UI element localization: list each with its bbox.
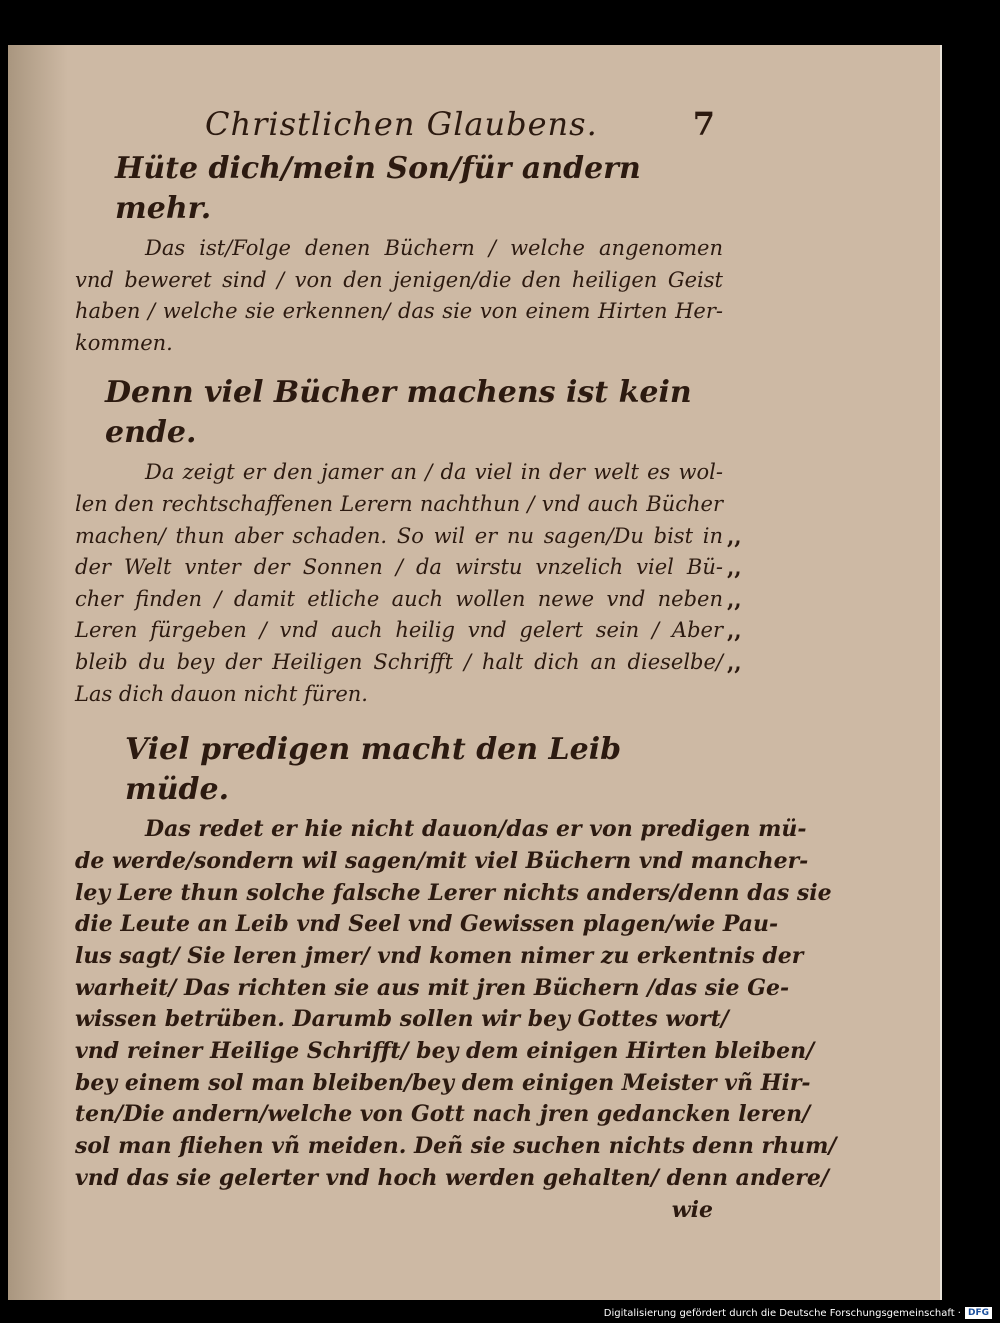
text-line: ten/Die andern/welche von Gott nach jren gedancken leren/ xyxy=(75,1101,811,1128)
text-line: vnd reiner Heilige Schrifft/ bey dem einigen Hirten bleiben/ xyxy=(75,1038,815,1065)
text-line: warheit/ Das richten sie aus mit jren Büchern /das sie Ge- xyxy=(75,974,790,1001)
text-line: Das redet er hie nicht dauon/das er von predigen mü- xyxy=(145,816,807,843)
text-line: ley Lere thun solche falsche Lerer nichts anders/denn das sie xyxy=(75,879,832,906)
text-line: kommen. xyxy=(75,330,173,355)
marginal-quote-mark: ,, xyxy=(727,555,742,581)
marginal-quote-mark: ,, xyxy=(727,586,742,612)
text-line-content: bleib du bey der Heiligen Schrifft / halt dich an dieselbe/ xyxy=(75,649,723,674)
running-header xyxy=(75,105,723,149)
text-line: sol man fliehen vñ meiden. Deñ sie suchen nichts denn rhum/ xyxy=(75,1133,837,1160)
text-line-content: machen/ thun aber schaden. So wil er nu sagen/Du bist in xyxy=(75,523,723,548)
text-line-content: der Welt vnter der Sonnen / da wirstu vnzelich viel Bü- xyxy=(75,555,723,580)
text-line xyxy=(75,584,742,616)
text-line: bey einem sol man bleiben/bey dem einigen Meister vñ Hir- xyxy=(75,1069,811,1096)
text-line: wissen betrüben. Darumb sollen wir bey Gottes wort/ xyxy=(75,1006,729,1033)
text-line: haben / welche sie erkennen/ das sie von einem Hirten Her- xyxy=(75,299,723,324)
text-line: vnd das sie gelerter vnd hoch werden gehalten/ denn andere/ xyxy=(75,1164,829,1191)
section-heading: Denn viel Bücher machens ist kein ende. xyxy=(105,375,692,451)
marginal-quote-mark: ,, xyxy=(727,618,742,644)
text-line: lus sagt/ Sie leren jmer/ vnd komen nimer zu erkentnis der xyxy=(75,942,804,969)
dfg-logo: DFG xyxy=(965,1307,992,1319)
text-line: Da zeigt er den jamer an / da viel in der welt es wol- xyxy=(145,460,723,485)
text-line: len den rechtschaffenen Lerern nachthun / vnd auch Bücher xyxy=(75,491,723,516)
page-number: 7 xyxy=(692,105,715,143)
catchword: wie xyxy=(671,1196,713,1223)
text-line-content: Leren fürgeben / vnd auch heilig vnd gelert sein / Aber xyxy=(75,618,723,643)
text-line: Das ist/Folge denen Büchern / welche angenomen xyxy=(145,236,723,260)
text-line xyxy=(75,521,742,553)
text-line xyxy=(75,615,742,647)
footer-credit-text: Digitalisierung gefördert durch die Deutsche Forschungsgemeinschaft · xyxy=(603,1307,961,1319)
section-heading: Hüte dich/mein Son/für andern mehr. xyxy=(115,151,641,226)
marginal-quote-mark: ,, xyxy=(727,649,742,675)
text-line: vnd beweret sind / von den jenigen/die den heiligen Geist xyxy=(75,267,723,292)
text-line xyxy=(75,647,742,679)
text-line xyxy=(75,552,742,584)
paragraph xyxy=(75,457,742,710)
marginal-quote-mark: ,, xyxy=(727,523,742,549)
text-line: de werde/sondern wil sagen/mit viel Büchern vnd mancher- xyxy=(75,847,809,874)
paragraph xyxy=(75,233,723,359)
text-block xyxy=(75,105,837,1226)
footer-credit xyxy=(604,1306,992,1320)
paragraph xyxy=(75,814,837,1226)
page-scan xyxy=(8,45,942,1300)
text-line: Las dich dauon nicht füren. xyxy=(75,681,368,706)
text-line-content: cher finden / damit etliche auch wollen newe vnd neben xyxy=(75,586,723,611)
text-line: die Leute an Leib vnd Seel vnd Gewissen plagen/wie Pau- xyxy=(75,911,779,938)
running-title: Christlichen Glaubens. xyxy=(205,105,598,143)
section-heading: Viel predigen macht den Leib müde. xyxy=(125,732,622,808)
